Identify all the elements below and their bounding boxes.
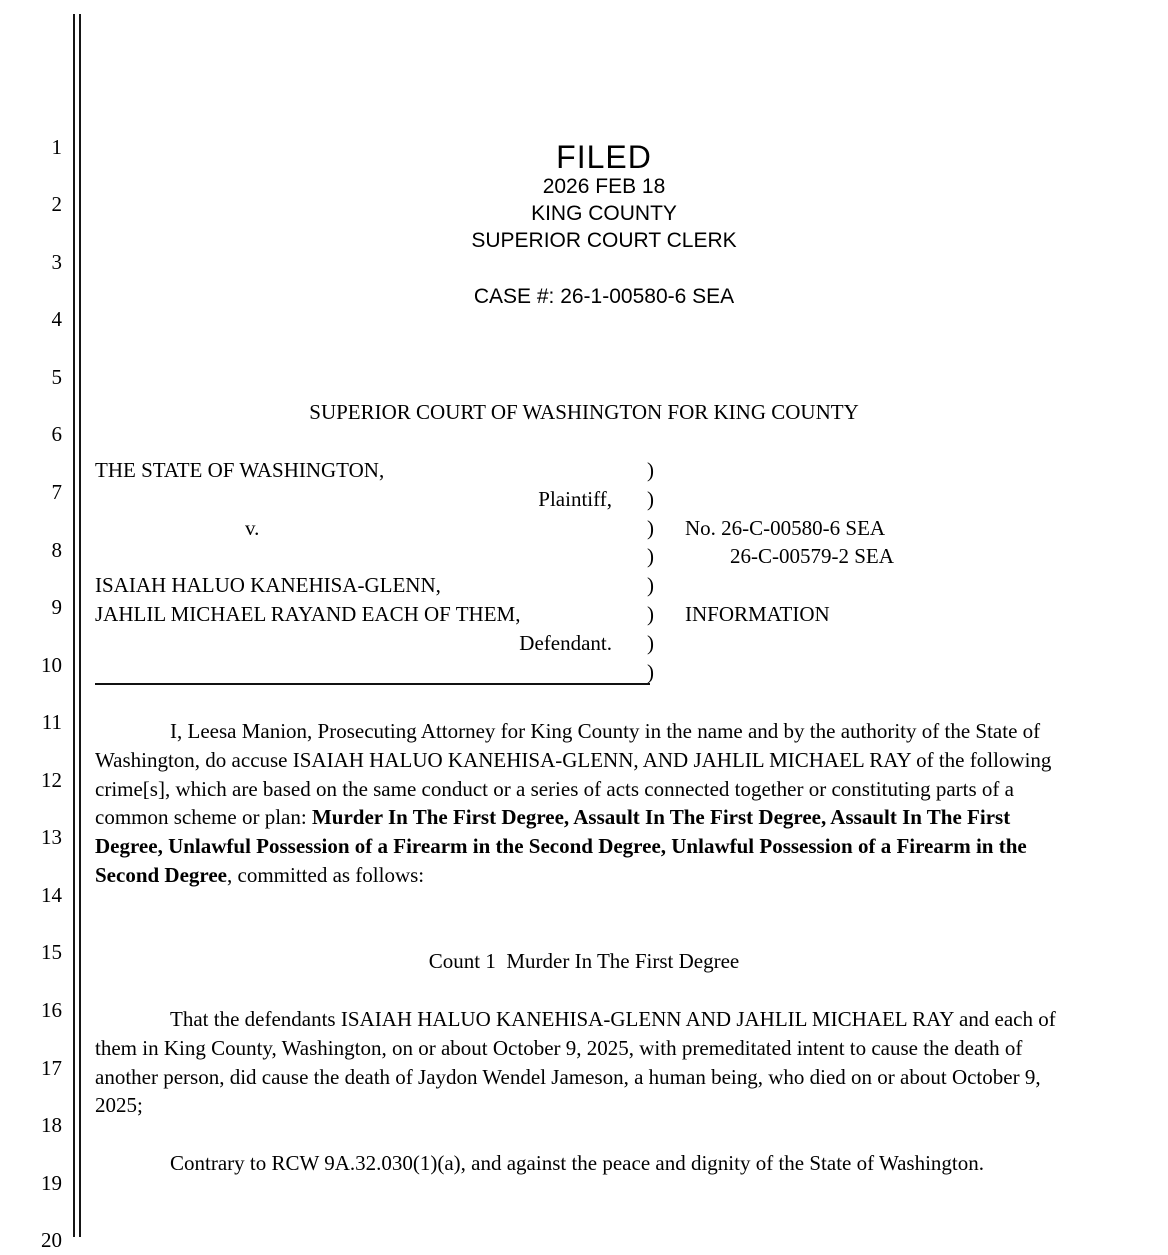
caption-paren: ) bbox=[647, 458, 654, 482]
line-number: 5 bbox=[51, 364, 62, 389]
line-number: 16 bbox=[41, 998, 62, 1022]
caption-parties-column bbox=[95, 456, 612, 658]
cause-number-2: 26-C-00579-2 SEA bbox=[730, 544, 894, 569]
line-number: 17 bbox=[41, 1055, 62, 1080]
count1-charge-paragraph: That the defendants ISAIAH HALUO KANEHISA-GLENN AND JAHLIL MICHAEL RAY and each of them in King County, Washington, on or about October 9, 2025, with premeditated intent to cause the death of another person, did cause the death of Jaydon Wendel Jameson, a human being, who died on or about October 9, 2025; bbox=[95, 1007, 1056, 1118]
cause-number-1: No. 26-C-00580-6 SEA bbox=[685, 515, 886, 540]
plaintiff-name: THE STATE OF WASHINGTON, bbox=[95, 458, 385, 482]
caption-spacer-row bbox=[95, 542, 612, 571]
line-number: 14 bbox=[41, 882, 62, 907]
line-number: 12 bbox=[41, 767, 62, 792]
line-number: 1 bbox=[51, 134, 62, 159]
caption-paren: ) bbox=[647, 601, 654, 626]
line-number: 4 bbox=[51, 307, 62, 332]
line-number: 20 bbox=[41, 1228, 62, 1253]
pleading-rule-right bbox=[79, 14, 81, 1237]
line-number: 2 bbox=[51, 192, 62, 217]
plaintiff-label: Plaintiff, bbox=[538, 486, 612, 511]
court-title: SUPERIOR COURT OF WASHINGTON FOR KING COUNTY bbox=[309, 400, 859, 424]
line-number: 3 bbox=[51, 249, 62, 274]
document-title: INFORMATION bbox=[685, 602, 830, 626]
accusation-intro-text: I, Leesa Manion, Prosecuting Attorney for King County in the name and by the authority of the State of Washington, do accuse ISAIAH HALUO KANEHISA-GLENN, AND JAHLIL MICHAEL RAY of the following crime[s], which are based on the same conduct or a series of acts connected together or constituting parts of a common scheme or plan: bbox=[95, 719, 1052, 830]
caption-paren: ) bbox=[647, 630, 654, 655]
versus-label: v. bbox=[245, 515, 260, 540]
caption-paren: ) bbox=[647, 486, 654, 511]
filed-stamp-county: KING COUNTY bbox=[531, 201, 677, 225]
count1-heading: Count 1 Murder In The First Degree bbox=[428, 949, 740, 973]
line-number: 19 bbox=[41, 1170, 62, 1195]
line-number-gutter bbox=[0, 0, 62, 1253]
line-number: 6 bbox=[51, 422, 62, 447]
accusation-close-text: , committed as follows: bbox=[227, 862, 425, 887]
filing-stamp bbox=[140, 140, 1068, 311]
line-number: 7 bbox=[51, 479, 62, 504]
caption-paren: ) bbox=[647, 573, 654, 598]
filed-stamp-title: FILED bbox=[556, 139, 652, 175]
line-number: 11 bbox=[41, 710, 62, 735]
line-number: 9 bbox=[51, 595, 62, 620]
line-number: 10 bbox=[41, 652, 62, 677]
pleading-rule-left bbox=[73, 14, 75, 1237]
defendant-name-line2: JAHLIL MICHAEL RAYAND EACH OF THEM, bbox=[95, 601, 521, 626]
case-caption bbox=[95, 456, 1073, 692]
caption-paren: ) bbox=[647, 515, 654, 540]
caption-underline bbox=[95, 683, 650, 685]
caption-paren-column bbox=[647, 456, 667, 686]
defendant-label: Defendant. bbox=[519, 630, 612, 655]
line-number: 13 bbox=[41, 825, 62, 850]
caption-paren: ) bbox=[647, 659, 654, 684]
count1-statute-paragraph: Contrary to RCW 9A.32.030(1)(a), and against the peace and dignity of the State of Washington. bbox=[170, 1151, 985, 1175]
defendant-name-line1: ISAIAH HALUO KANEHISA-GLENN, bbox=[95, 573, 441, 598]
line-number: 8 bbox=[51, 537, 62, 562]
accusation-paragraph bbox=[95, 717, 1073, 890]
filed-stamp-date: 2026 FEB 18 bbox=[542, 175, 666, 198]
line-number: 18 bbox=[41, 1113, 62, 1138]
line-number: 15 bbox=[41, 940, 62, 965]
accusation-charges-text: Murder In The First Degree, Assault In The First Degree, Assault In The First Degree, Unlawful Possession of a Firearm in the Second Degree, Unlawful Possession of a Firearm in the Second Degree bbox=[95, 805, 1027, 887]
caption-paren: ) bbox=[647, 544, 654, 569]
filed-stamp-case-number: CASE #: 26-1-00580-6 SEA bbox=[473, 285, 735, 309]
filed-stamp-clerk: SUPERIOR COURT CLERK bbox=[471, 228, 737, 252]
